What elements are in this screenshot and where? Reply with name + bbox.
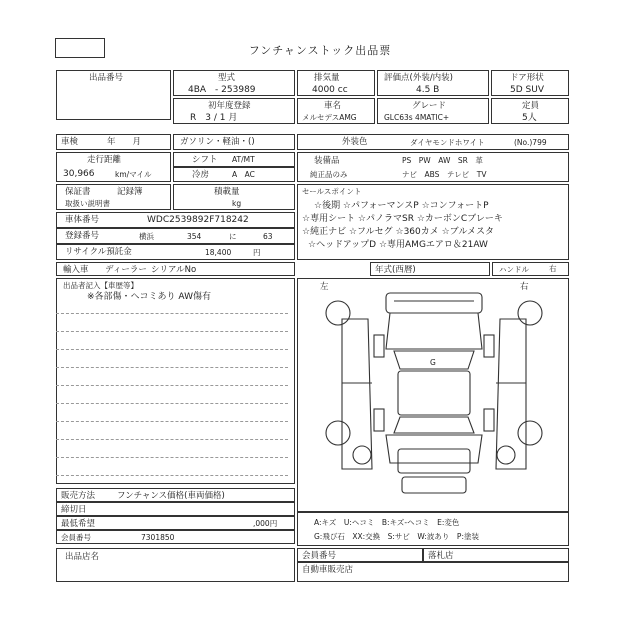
recycle-cell <box>56 244 295 260</box>
import-label: 輸入車 <box>63 265 89 275</box>
member-no-cell <box>56 530 295 544</box>
handle-cell <box>492 262 569 276</box>
car-name-value: メルセデスAMG <box>302 113 357 122</box>
note-line <box>56 439 288 440</box>
sales-point-1: ☆後期 ☆パフォーマンスP ☆コンフォートP <box>314 201 489 211</box>
load-cell <box>173 184 295 210</box>
recycle-label: リサイクル預託金 <box>65 247 132 257</box>
first-reg-label: 初年度登録 <box>208 101 251 111</box>
model-label: 型式 <box>218 73 236 83</box>
reg-no-label: 登録番号 <box>65 231 100 241</box>
reg-class-value: 354 <box>187 232 202 241</box>
damage-code-g: G:飛び石 XX:交換 S:サビ W:波あり P:塗装 <box>314 532 479 541</box>
equipment-row1: PS PW AW SR 革 <box>402 156 483 165</box>
member-no-label: 会員番号 <box>61 533 91 542</box>
grade-eval-label: 評価点(外装/内装) <box>384 73 453 83</box>
buyer-no-cell <box>297 548 423 562</box>
shift-label: シフト <box>192 155 218 165</box>
reg-num-value: 63 <box>263 232 273 241</box>
aircon-cell <box>173 167 295 182</box>
fuel-label: ガソリン・軽油・() <box>180 137 255 147</box>
sales-method-cell <box>56 488 295 502</box>
seller-shop-label: 出品店名 <box>65 552 100 562</box>
aircon-value: A AC <box>232 170 255 179</box>
right-side-label: 右 <box>520 282 529 292</box>
capacity-label: 定員 <box>522 101 540 111</box>
mileage-value: 30,966 <box>63 169 95 179</box>
car-name-label: 車名 <box>324 101 342 111</box>
equipment-row2: ナビ ABS テレビ TV <box>402 170 487 179</box>
first-reg-value: R 3 / 1 月 <box>190 113 238 123</box>
mileage-label: 走行距離 <box>87 155 122 165</box>
cert-cell <box>56 184 171 210</box>
note-line <box>56 367 288 368</box>
load-value: kg <box>232 199 242 208</box>
min-price-cell <box>56 516 295 530</box>
reg-no-cell <box>56 228 295 244</box>
seller-notes-line1: ※各部傷・ヘコミあり AW傷有 <box>87 292 211 302</box>
import-cell <box>56 262 295 276</box>
recycle-value: 18,400 <box>205 248 232 257</box>
shift-cell <box>173 152 295 167</box>
note-line <box>56 421 288 422</box>
equipment-label: 装備品 <box>314 156 340 166</box>
cert-sub-label: 取扱い説明書 <box>65 199 110 208</box>
listing-no-label: 出品番号 <box>89 73 124 83</box>
left-side-label: 左 <box>320 282 329 292</box>
aircon-label: 冷房 <box>192 170 210 180</box>
sales-method-label: 販売方法 <box>61 491 96 501</box>
color-code-value: (No.)799 <box>514 138 547 147</box>
sales-method-value: フンチャンス価格(車両価格) <box>117 491 225 501</box>
displacement-label: 排気量 <box>314 73 340 83</box>
note-line <box>56 475 288 476</box>
deadline-cell <box>56 502 295 516</box>
first-reg-cell <box>173 98 295 124</box>
seller-notes-label: 出品者記入【車歴等】 <box>63 281 138 290</box>
load-label: 積載量 <box>214 187 240 197</box>
color-cell <box>297 134 569 150</box>
damage-codes <box>297 512 569 546</box>
chassis-cell <box>56 212 295 228</box>
note-line <box>56 457 288 458</box>
capacity-cell <box>491 98 569 124</box>
model-cell <box>173 70 295 96</box>
page-title: フンチャンストック出品票 <box>248 44 392 57</box>
mileage-unit: km/マイル <box>115 170 152 179</box>
equipment-cell <box>297 152 569 182</box>
grade-label: グレード <box>412 101 447 111</box>
damage-code-a: A:キズ U:ヘコミ B:キズ-ヘコミ E:変色 <box>314 518 460 527</box>
grade-eval-cell <box>377 70 489 96</box>
listing-no-cell <box>56 70 171 120</box>
sales-points-label: セールスポイント <box>302 187 362 196</box>
handle-label: ハンドル <box>499 265 529 274</box>
shift-value: AT/MT <box>232 155 255 164</box>
color-value: ダイヤモンドホワイト <box>410 138 485 147</box>
maint-label: 記録簿 <box>117 187 143 197</box>
min-price-value: ,000円 <box>253 519 278 528</box>
displacement-value: 4000 cc <box>312 85 348 95</box>
inspection-cell <box>56 134 171 150</box>
buyer-shop-label: 落札店 <box>428 551 454 561</box>
model-value: 4BA - 253989 <box>188 85 256 95</box>
note-line <box>56 349 288 350</box>
equipment-genuine-label: 純正品のみ <box>310 170 348 179</box>
grade-value: GLC63s 4MATIC+ <box>384 113 450 122</box>
note-line <box>56 385 288 386</box>
reg-kana-value: に <box>229 232 237 241</box>
inspection-until-label: 年 月 <box>107 137 142 147</box>
door-shape-value: 5D SUV <box>510 85 544 95</box>
door-shape-cell <box>491 70 569 96</box>
buyer-no-label: 会員番号 <box>302 551 337 561</box>
mileage-cell <box>56 152 171 182</box>
chassis-label: 車体番号 <box>65 215 100 225</box>
seller-notes-area <box>56 278 295 484</box>
car-damage-tag: G <box>430 358 436 367</box>
sales-point-2: ☆専用シート ☆パノラマSR ☆カーボンCブレーキ <box>302 214 503 224</box>
reg-area-value: 横浜 <box>139 232 154 241</box>
car-diagram <box>298 279 570 513</box>
year-type-label: 年式(西暦) <box>375 265 416 275</box>
chassis-value: WDC2539892F718242 <box>147 215 249 225</box>
member-no-value: 7301850 <box>141 533 175 542</box>
note-line <box>56 313 288 314</box>
grade-cell <box>377 98 489 124</box>
sales-points-cell <box>297 184 569 260</box>
car-name-cell <box>297 98 375 124</box>
door-shape-label: ドア形状 <box>510 73 544 83</box>
buyer-name-label: 自動車販売店 <box>302 565 354 575</box>
dealer-label: ディーラー <box>105 265 147 275</box>
fuel-cell <box>173 134 295 150</box>
buyer-name-cell <box>297 562 569 582</box>
deadline-label: 締切日 <box>61 505 87 515</box>
inspection-label: 車検 <box>61 137 79 147</box>
buyer-shop-cell <box>423 548 569 562</box>
displacement-cell <box>297 70 375 96</box>
handle-value: 右 <box>549 264 557 273</box>
year-type-cell <box>370 262 490 276</box>
note-line <box>56 331 288 332</box>
color-label: 外装色 <box>342 137 368 147</box>
sales-point-4: ☆ヘッドアップD ☆専用AMGエアロ＆21AW <box>308 240 488 250</box>
car-diagram-area <box>297 278 569 512</box>
serial-label: シリアルNo <box>151 265 197 275</box>
cert-label: 保証書 <box>65 187 91 197</box>
recycle-unit: 円 <box>253 248 261 257</box>
sales-point-3: ☆純正ナビ ☆フルセグ ☆360カメ ☆ブルメスタ <box>302 227 495 237</box>
min-price-label: 最低希望 <box>61 519 96 529</box>
seller-shop-cell <box>56 548 295 582</box>
capacity-value: 5人 <box>522 113 537 123</box>
note-line <box>56 403 288 404</box>
grade-eval-value: 4.5 B <box>416 85 440 95</box>
